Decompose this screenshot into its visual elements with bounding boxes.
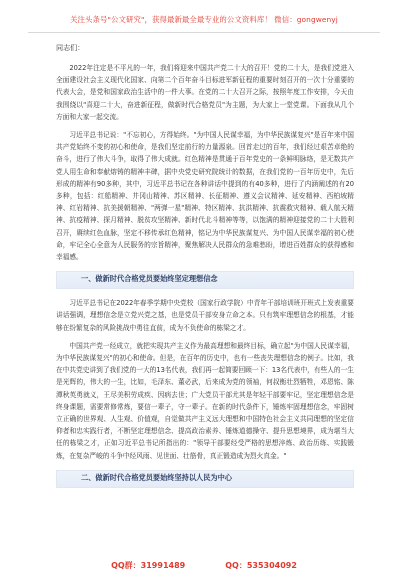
paragraph-section1-1: 习近平总书记在2022年春季学期中央党校（国家行政学院）中青年干部培训班开班式上发表重要讲话强调，理想信念是立党兴党之基，也是党员干部安身立命之本。只有筑牢理想信念的根基，才能够在纷繁复杂的风险挑战中勇往直前，成为不负使命的栋梁之才。 bbox=[56, 299, 354, 332]
paragraph-intro-1: 2022年注定是不平凡的一年，我们将迎来中国共产党二十大的召开！党的二十大，是我们党进入全面建设社会主义现代化国家、向第二个百年奋斗目标进军新征程的重要时刻召开的一次十分重要的代表大会，是党和国家政治生活中的一件大事。在党的二十大召开之际，按照年度工作安排，今天由我围绕以"喜迎二十大，奋进新征程，做新时代合格党员"为主题，为大家上一堂党课。下面我从几个方面和大家一起交流。 bbox=[56, 64, 354, 121]
section-heading-2-text: 二、做新时代合格党员要始终坚持以人民为中心 bbox=[81, 472, 232, 482]
section-heading-1-text: 一、做新时代合格党员要始终坚定理想信念 bbox=[81, 274, 218, 284]
top-banner bbox=[28, 6, 380, 33]
paragraph-section1-2: 中国共产党一经成立，就把实现共产主义作为最高理想和最终目标，确立起"为中国人民谋幸福，为中华民族谋复兴"的初心和使命。但是，在百年的历史中，也有一些丧失理想信念的例子。比如，我在中共党史讲到了我们党的一大的13名代表，我们再一起简要回顾一下：13名代表中，有些人的一生是光辉的，伟大的一生，比如，毛泽东、董必武，后来成为党的领袖，何叔衡壮烈牺牲，邓恩铭、陈潭秋英勇就义，王尽美积劳成疾、因病去世；广大党员干部尤其是年轻干部要牢记，坚定理想信念是终身课题，需要常修常炼，要信一辈子，守一辈子。在新的时代条件下，锤炼牢固理想信念，牢固树立正确的世界观、人生观、价值观，自觉做共产主义远大理想和中国特色社会主义共同理想的坚定信仰者和忠实践行者，不断坚定理想信念、提高政治素养、锤炼道德操守、提升思想境界，成为堪当大任的栋梁之才，正如习近平总书记所指出的："领导干部要经受严格的思想淬炼、政治历练、实践锻炼，在复杂严峻的斗争中经风雨、见世面、壮筋骨，真正锻造成为烈火真金。" bbox=[56, 341, 354, 460]
section-heading-1 bbox=[56, 271, 354, 289]
greeting: 同志们： bbox=[56, 43, 85, 52]
footer-qq: QQ：535304092 bbox=[225, 560, 297, 570]
document-body bbox=[56, 42, 354, 496]
banner-text: 关注头条号"公文研究"，获得最新最全最专业的公文资料库！ 微信：gongwenyj bbox=[70, 14, 338, 24]
section-heading-2 bbox=[56, 470, 354, 488]
footer-qq-group: QQ群：31991489 bbox=[111, 560, 186, 570]
footer-contact bbox=[0, 556, 408, 574]
paragraph-intro-2: 习近平总书记说："不忘初心，方得始终。"为中国人民谋幸福，为中华民族谋复兴"是百年来中国共产党始终不变的初心和使命，是我们坚定前行的力量源泉。回首走过的百年，我们经过艰苦卓绝的奋斗，进行了伟大斗争，取得了伟大成就。红色精神是贯通于百年党史的一条鲜明脉络，是无数共产党人用生命和奉献熔铸的精神丰碑，据中央党史研究院统计的数据，在我们党的一百年历史中，先后形成的精神有90多种，其中，习近平总书记在各种讲话中提到的有40多种，进行了内涵阐述的有20多种，包括：红船精神、井冈山精神、苏区精神、长征精神、遵义会议精神、延安精神、西柏坡精神、红岩精神、抗美援朝精神、"两弹一星"精神、特区精神、抗洪精神、抗震救灾精神、载人航天精神、抗疫精神、探月精神、脱贫攻坚精神、新时代北斗精神等等，以饱满的精神迎接党的二十大胜利召开，赓续红色血脉，坚定不移传承红色精神，铭记为中华民族谋复兴、为中国人民谋幸福的初心使命，牢记全心全意为人民服务的宗旨精神，聚焦解决人民群众的急难愁盼，增进百姓群众的获得感和幸福感。 bbox=[56, 131, 354, 262]
